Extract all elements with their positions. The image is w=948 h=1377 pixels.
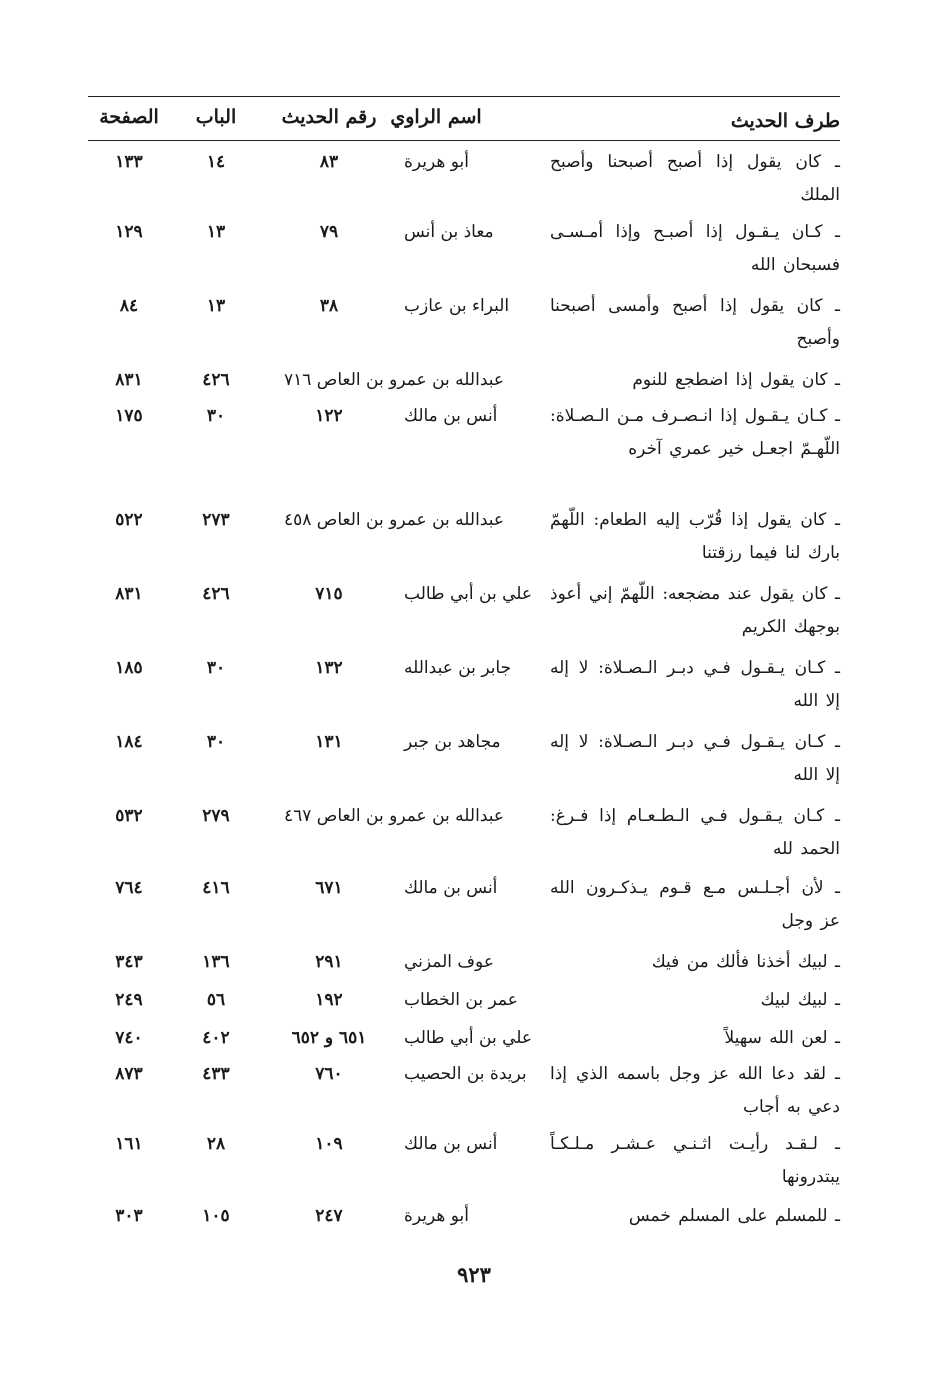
bab-number: ١٣٦ [202, 952, 230, 972]
index-row [88, 1128, 840, 1200]
narrator-name: علي بن أبي طالب [404, 1028, 533, 1048]
page-ref: ٥٢٢ [115, 510, 143, 530]
narrator-name: بريدة بن الحصيب [404, 1064, 527, 1084]
bab-number: ١٣ [206, 296, 226, 316]
bab-number: ٣٠ [206, 406, 226, 426]
hadith-number: ٧٦٠ [315, 1064, 343, 1084]
index-row [88, 984, 840, 1022]
hadith-number: ١٣٢ [315, 658, 343, 678]
bab-number: ٢٧٩ [202, 806, 230, 826]
page-ref: ١٦١ [115, 1134, 143, 1154]
index-row [88, 872, 840, 946]
page-ref: ٧٤٠ [115, 1028, 143, 1048]
hadith-number: ٨٣ [319, 152, 339, 172]
hadith-text: ـ كـان يـقـول فـي الـطـعـام إذا فـرغ: الحمد لله [550, 806, 840, 859]
bab-number: ١٣ [206, 222, 226, 242]
header-hadith-text: طرف الحديث [730, 110, 840, 132]
narrator-name: أبو هريرة [404, 152, 470, 172]
page-ref: ٥٣٢ [115, 806, 143, 826]
index-row [88, 1022, 840, 1058]
hadith-text: ـ كـان يـقـول إذا أصبـح وإذا أمـسـى فسبحان الله [550, 222, 840, 275]
header-bottom-rule [88, 140, 840, 141]
bab-number: ٣٠ [206, 732, 226, 752]
page-ref: ٣٠٣ [115, 1206, 143, 1226]
hadith-text: ـ لأن أجـلـس مـع قـوم يـذكـرون الله عز وجل [550, 878, 840, 931]
index-row [88, 726, 840, 800]
hadith-text: ـ كان يقول إذا قُرّب إليه الطعام: اللّهمّ بارك لنا فيما رزقتنا [550, 510, 840, 563]
hadith-number: ١٠٩ [315, 1134, 343, 1154]
hadith-number: ٣٨ [319, 296, 339, 316]
index-row [88, 578, 840, 652]
hadith-number: ٢٩١ [315, 952, 343, 972]
index-row [88, 146, 840, 216]
narrator-name: عبدالله بن عمرو بن العاص ٤٥٨ [284, 510, 505, 530]
index-row [88, 364, 840, 400]
hadith-text: ـ لبيك لبيك [760, 990, 840, 1010]
bab-number: ٤٢٦ [202, 584, 230, 604]
hadith-text: ـ كان يقول إذا اضطجع للنوم [632, 370, 840, 390]
narrator-name: علي بن أبي طالب [404, 584, 533, 604]
hadith-number: ٦٧١ [315, 878, 343, 898]
page-ref: ١٣٣ [115, 152, 143, 172]
header-bab: الباب [195, 106, 237, 128]
narrator-name: عبدالله بن عمرو بن العاص ٤٦٧ [284, 806, 505, 826]
index-row [88, 1200, 840, 1240]
index-rows [88, 146, 840, 1240]
hadith-number: ٧٩ [319, 222, 339, 242]
hadith-text: ـ كان يقول إذا أصبح وأمسى أصبحنا وأصبح [550, 296, 840, 349]
page-ref: ١٨٥ [115, 658, 143, 678]
header-narrator: اسم الراوي [390, 106, 482, 128]
header-hadith-number: رقم الحديث [281, 106, 377, 128]
page-number: ٩٢٣ [457, 1262, 491, 1287]
table-header [88, 100, 840, 140]
header-top-rule [88, 96, 840, 97]
hadith-text: ـ كـان يـقـول فـي دبـر الـصـلاة: لا إله إلا الله [550, 658, 840, 711]
page-ref: ١٢٩ [115, 222, 143, 242]
narrator-name: أبو هريرة [404, 1206, 470, 1226]
hadith-text: ـ لعن الله سهيلاً [724, 1028, 840, 1048]
bab-number: ٤١٦ [202, 878, 230, 898]
hadith-text: ـ كـان يـقـول فـي دبـر الـصـلاة: لا إله إلا الله [550, 732, 840, 785]
hadith-number: ١٩٢ [315, 990, 343, 1010]
index-row [88, 946, 840, 984]
bab-number: ٤٣٣ [202, 1064, 230, 1084]
page-ref: ٨٤ [119, 296, 139, 316]
narrator-name: البراء بن عازب [404, 296, 510, 316]
hadith-text: ـ كان يقول عند مضجعه: اللّهمّ إني أعوذ بوجهك الكريم [550, 584, 840, 637]
hadith-text: ـ لـقـد رأيـت اثـنـي عـشـر مـلـكـاً يبتدرونها [550, 1134, 840, 1187]
bab-number: ٢٧٣ [202, 510, 230, 530]
hadith-text: ـ لبيك أخذنا فألك من فيك [651, 952, 840, 972]
page-ref: ٣٤٣ [115, 952, 143, 972]
page-ref: ٨٧٣ [115, 1064, 143, 1084]
hadith-number: ٦٥١ و ٦٥٢ [291, 1028, 367, 1048]
bab-number: ٥٦ [206, 990, 226, 1010]
narrator-name: مجاهد بن جبر [404, 732, 501, 752]
index-row [88, 216, 840, 290]
hadith-text: ـ لقد دعا الله عز وجل باسمه الذي إذا دعي به أجاب [550, 1064, 840, 1117]
hadith-number: ١٢٢ [315, 406, 343, 426]
bab-number: ٤٢٦ [202, 370, 230, 390]
index-row [88, 652, 840, 726]
narrator-name: جابر بن عبدالله [404, 658, 512, 678]
narrator-name: عمر بن الخطاب [404, 990, 518, 1010]
narrator-name: أنس بن مالك [404, 406, 498, 426]
narrator-name: عوف المزني [404, 952, 494, 972]
index-row [88, 290, 840, 364]
narrator-name: عبدالله بن عمرو بن العاص ٧١٦ [284, 370, 505, 390]
index-row [88, 400, 840, 504]
page-ref: ١٧٥ [115, 406, 143, 426]
hadith-number: ٢٤٧ [315, 1206, 343, 1226]
page-ref: ٧٦٤ [115, 878, 143, 898]
page-ref: ١٨٤ [115, 732, 143, 752]
index-row [88, 504, 840, 578]
hadith-number: ٧١٥ [315, 584, 343, 604]
index-row [88, 800, 840, 872]
bab-number: ٣٠ [206, 658, 226, 678]
hadith-text: ـ للمسلم على المسلم خمس [628, 1206, 840, 1226]
index-row [88, 1058, 840, 1128]
hadith-text: ـ كان يقول إذا أصبح أصبحنا وأصبح الملك [550, 152, 840, 205]
hadith-text: ـ كـان يـقـول إذا انـصـرف مـن الـصـلاة: اللّهـمّ اجعـل خير عمري آخره [550, 406, 840, 459]
narrator-name: أنس بن مالك [404, 1134, 498, 1154]
narrator-name: معاذ بن أنس [404, 222, 494, 242]
hadith-number: ١٣١ [315, 732, 343, 752]
page-ref: ٨٣١ [115, 584, 143, 604]
page-ref: ٨٣١ [115, 370, 143, 390]
bab-number: ٤٠٢ [202, 1028, 230, 1048]
bab-number: ١٤ [206, 152, 226, 172]
bab-number: ٢٨ [206, 1134, 226, 1154]
bab-number: ١٠٥ [202, 1206, 230, 1226]
narrator-name: أنس بن مالك [404, 878, 498, 898]
header-page: الصفحة [99, 106, 159, 128]
page-ref: ٢٤٩ [115, 990, 143, 1010]
